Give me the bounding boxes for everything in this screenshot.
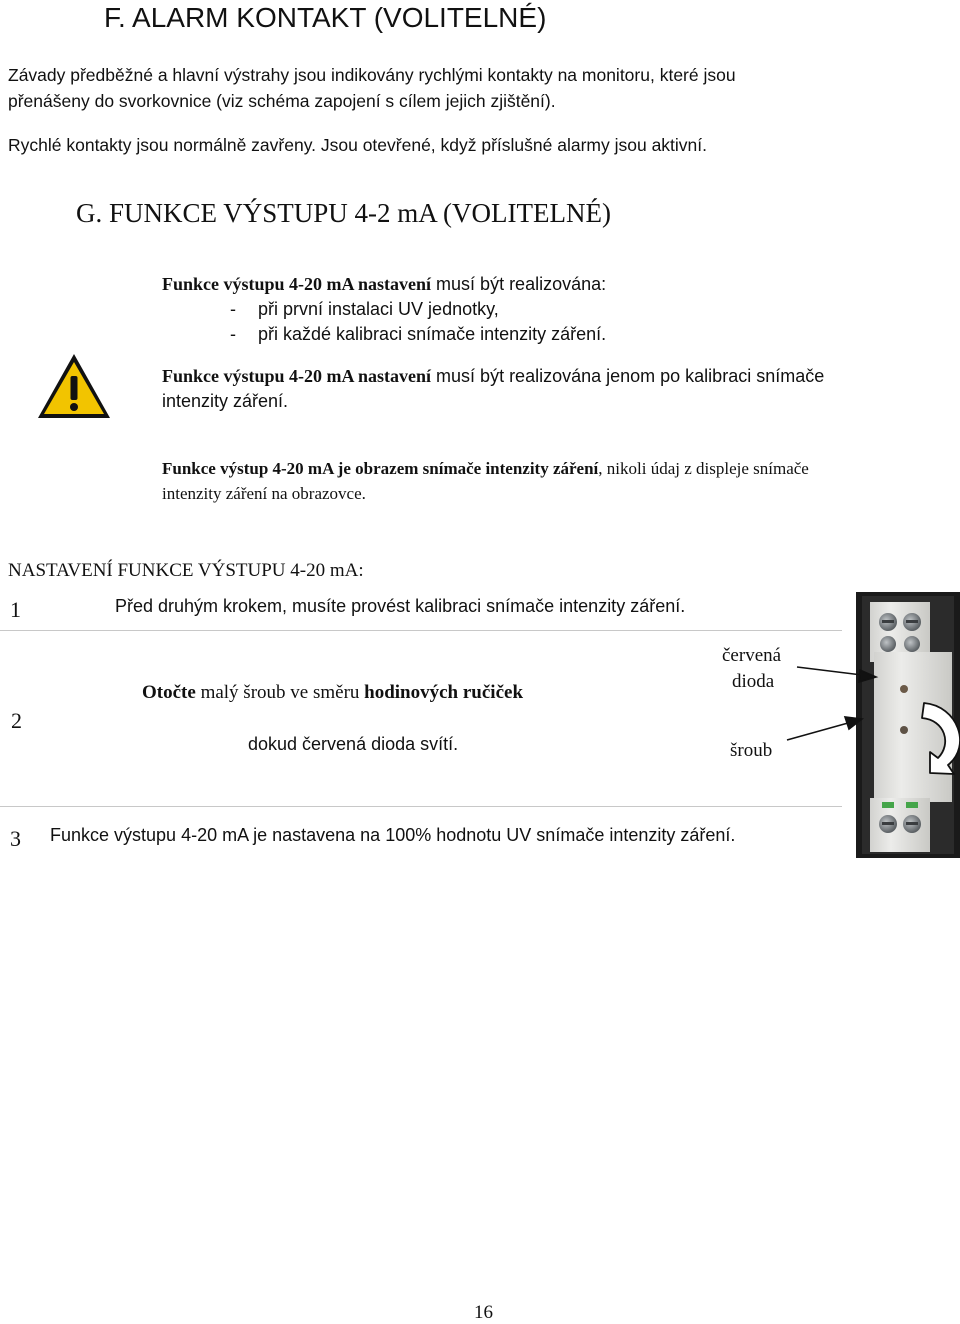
bullet-dash: - (230, 324, 236, 344)
bullet-item-2 (162, 322, 606, 347)
warning-note-3-bold: Funkce výstup 4-20 mA je obrazem snímače intenzity záření (162, 459, 599, 478)
warning-note-2 (162, 364, 824, 414)
section-f-paragraph-1-line-2: přenášeny do svorkovnice (viz schéma zapojení s cílem jejich zjištění). (8, 91, 556, 111)
setup-section-title: NASTAVENÍ FUNKCE VÝSTUPU 4-20 mA: (8, 560, 364, 581)
warning-note-1-heading (162, 272, 606, 297)
step-2-bold-1: Otočte (142, 682, 196, 703)
step-2-bold-2: hodinových ručiček (364, 682, 524, 703)
step-3-number: 3 (10, 826, 21, 851)
step-2-instruction-line-2: dokud červená dioda svítí. (248, 734, 459, 754)
bullet-item-1 (162, 297, 606, 322)
red-diode (900, 685, 908, 693)
step-3-text: Funkce výstupu 4-20 mA je nastavena na 100% hodnotu UV snímače intenzity záření. (50, 825, 736, 845)
label-red-diode-line-2: dioda (732, 671, 775, 692)
adjust-screw (900, 726, 908, 734)
warning-note-1-bold: Funkce výstupu 4-20 mA nastavení (162, 274, 432, 294)
warning-note-3-line-1 (162, 456, 809, 481)
step-2-mid: malý šroub ve směru (195, 682, 365, 703)
bullet-dash: - (230, 299, 236, 319)
device-bottom-block (870, 798, 930, 852)
screw-arrow (787, 717, 862, 740)
warning-note-2-line-1 (162, 364, 824, 389)
warning-note-2-line-2: intenzity záření. (162, 391, 289, 411)
warning-note-1-rest: musí být realizována: (431, 274, 607, 294)
section-f-paragraph-2: Rychlé kontakty jsou normálně zavřeny. Jsou otevřené, když příslušné alarmy jsou aktivní. (8, 135, 708, 155)
step-1-text: Před druhým krokem, musíte provést kalibraci snímače intenzity záření. (115, 596, 686, 616)
step-divider-2 (0, 806, 842, 807)
section-f-paragraph-1 (8, 62, 736, 114)
label-red-diode-line-1: červená (722, 645, 782, 666)
warning-note-3 (162, 456, 809, 506)
step-2-instruction-line-1 (142, 682, 523, 704)
label-screw: šroub (730, 740, 773, 761)
warning-triangle-icon (36, 352, 112, 420)
step-1-number: 1 (10, 597, 21, 622)
warning-note-3-rest: , nikoli údaj z displeje snímače (598, 459, 809, 478)
page-number: 16 (474, 1302, 493, 1323)
warning-note-2-bold: Funkce výstupu 4-20 mA nastavení (162, 366, 432, 386)
section-f-title: F. ALARM KONTAKT (VOLITELNÉ) (104, 2, 547, 33)
warning-note-2-rest: musí být realizována jenom po kalibraci snímače (431, 366, 825, 386)
bullet-item-1-text: při první instalaci UV jednotky, (258, 299, 499, 319)
warning-note-1 (162, 272, 606, 347)
step-divider-1 (0, 630, 842, 631)
bullet-item-2-text: při každé kalibraci snímače intenzity záření. (258, 324, 607, 344)
warning-note-3-line-2: intenzity záření na obrazovce. (162, 484, 366, 503)
device-body (874, 652, 952, 802)
step-2-number: 2 (11, 708, 22, 733)
section-g-title: G. FUNKCE VÝSTUPU 4-2 mA (VOLITELNÉ) (76, 198, 611, 228)
section-f-paragraph-1-line-1: Závady předběžné a hlavní výstrahy jsou indikovány rychlými kontakty na monitoru, které jsou (8, 65, 736, 85)
device-photo (856, 592, 960, 858)
